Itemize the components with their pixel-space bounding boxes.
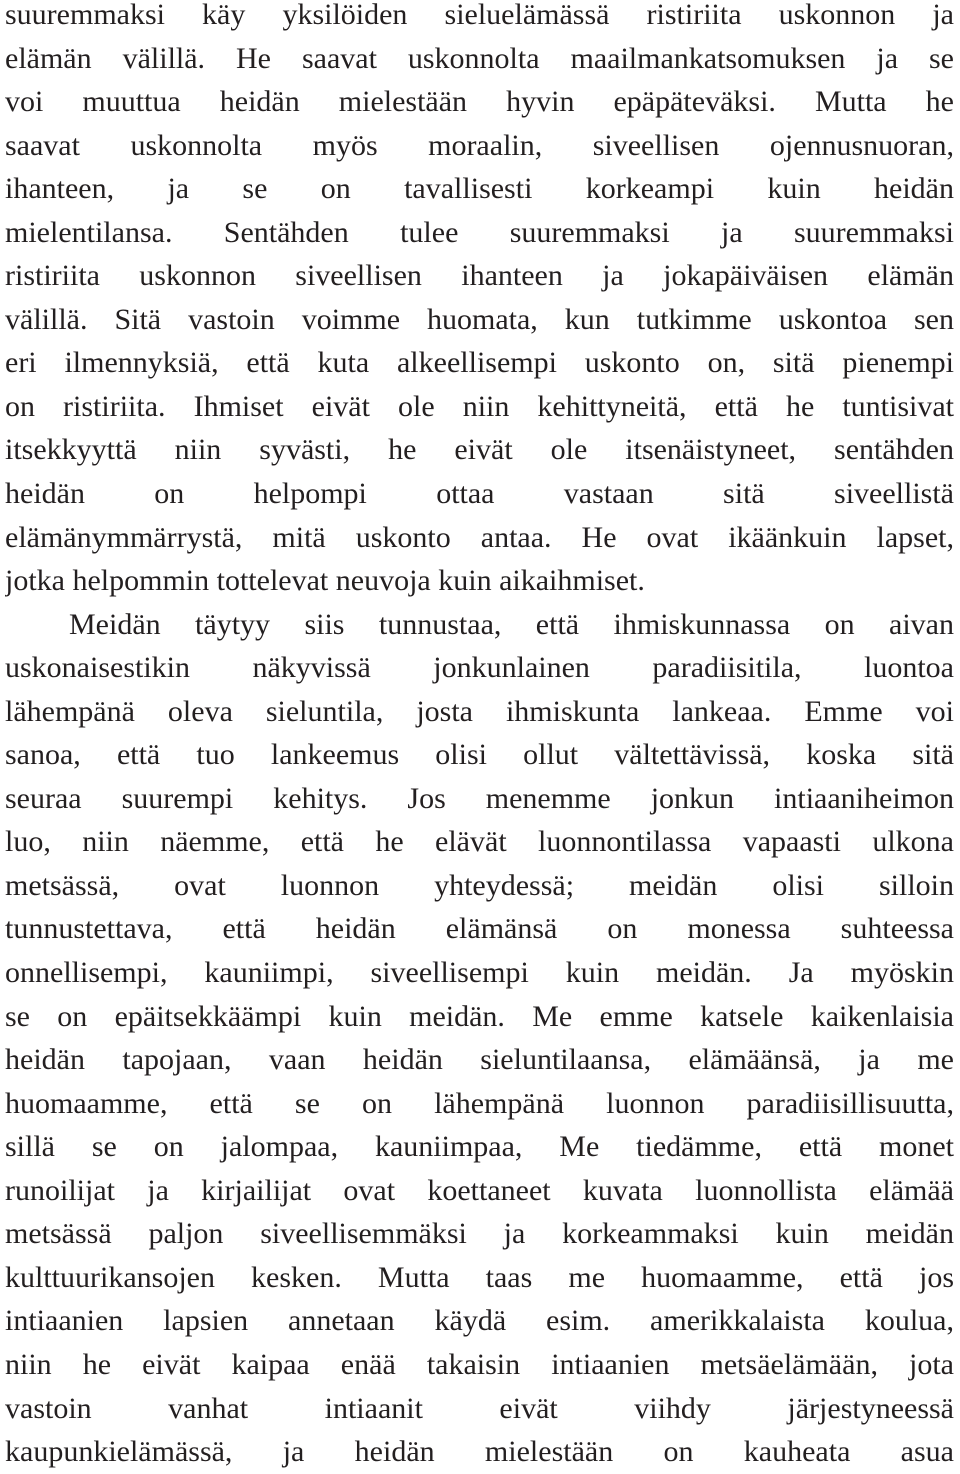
text-line: intiaanien lapsien annetaan käydä esim. amerikkalaista koulua, <box>5 1304 954 1338</box>
text-line: elämänymmärrystä, mitä uskonto antaa. He ovat ikäänkuin lapset, <box>5 520 954 554</box>
text-line: metsässä paljon siveellisemmäksi ja korkeammaksi kuin meidän <box>5 1217 954 1251</box>
text-line: heidän on helpompi ottaa vastaan sitä siveellistä <box>5 477 954 511</box>
text-line: uskonaisestikin näkyvissä jonkunlainen paradiisitila, luontoa <box>5 651 954 685</box>
text-line: runoilijat ja kirjailijat ovat koettaneet kuvata luonnollista elämää <box>5 1173 954 1207</box>
text-line: onnellisempi, kauniimpi, siveellisempi kuin meidän. Ja myöskin <box>5 956 954 990</box>
text-line: seuraa suurempi kehitys. Jos menemme jonkun intiaaniheimon <box>5 781 954 815</box>
text-line: sanoa, että tuo lankeemus olisi ollut vältettävissä, koska sitä <box>5 738 954 772</box>
text-line: sillä se on jalompaa, kauniimpaa, Me tiedämme, että monet <box>5 1130 954 1164</box>
text-line: välillä. Sitä vastoin voimme huomata, kun tutkimme uskontoa sen <box>5 302 954 336</box>
text-line: eri ilmennyksiä, että kuta alkeellisempi uskonto on, sitä pienempi <box>5 346 954 380</box>
text-line: saavat uskonnolta myös moraalin, siveellisen ojennusnuoran, <box>5 128 954 162</box>
text-line: heidän tapojaan, vaan heidän sieluntilaansa, elämäänsä, ja me <box>5 1043 954 1077</box>
text-line: luo, niin näemme, että he elävät luonnontilassa vapaasti ulkona <box>5 825 954 859</box>
text-line: huomaamme, että se on lähempänä luonnon paradiisillisuutta, <box>5 1086 954 1120</box>
text-line: metsässä, ovat luonnon yhteydessä; meidän olisi silloin <box>5 868 954 902</box>
text-line: suuremmaksi käy yksilöiden sieluelämässä ristiriita uskonnon ja <box>5 0 954 31</box>
text-line: Meidän täytyy siis tunnustaa, että ihmiskunnassa on aivan <box>69 607 954 641</box>
text-line: tunnustettava, että heidän elämänsä on monessa suhteessa <box>5 912 954 946</box>
text-line: se on epäitsekkäämpi kuin meidän. Me emme katsele kaikenlaisia <box>5 999 954 1033</box>
text-line: ihanteen, ja se on tavallisesti korkeampi kuin heidän <box>5 172 954 206</box>
text-line: elämän välillä. He saavat uskonnolta maailmankatsomuksen ja se <box>5 41 954 75</box>
text-line: kulttuurikansojen kesken. Mutta taas me huomaamme, että jos <box>5 1260 954 1294</box>
text-line: kaupunkielämässä, ja heidän mielestään on kauheata asua <box>5 1435 954 1469</box>
text-line: mielentilansa. Sentähden tulee suuremmaksi ja suuremmaksi <box>5 215 954 249</box>
text-line: niin he eivät kaipaa enää takaisin intiaanien metsäelämään, jota <box>5 1347 954 1381</box>
text-line: lähempänä oleva sieluntila, josta ihmiskunta lankeaa. Emme voi <box>5 694 954 728</box>
text-line: on ristiriita. Ihmiset eivät ole niin kehittyneitä, että he tuntisivat <box>5 389 954 423</box>
text-line: voi muuttua heidän mielestään hyvin epäpäteväksi. Mutta he <box>5 85 954 119</box>
text-line: itsekkyyttä niin syvästi, he eivät ole itsenäistyneet, sentähden <box>5 433 954 467</box>
text-line: jotka helpommin tottelevat neuvoja kuin aikaihmiset. <box>5 564 645 598</box>
text-line: vastoin vanhat intiaanit eivät viihdy järjestyneessä <box>5 1391 954 1425</box>
text-line: ristiriita uskonnon siveellisen ihanteen ja jokapäiväisen elämän <box>5 259 954 293</box>
